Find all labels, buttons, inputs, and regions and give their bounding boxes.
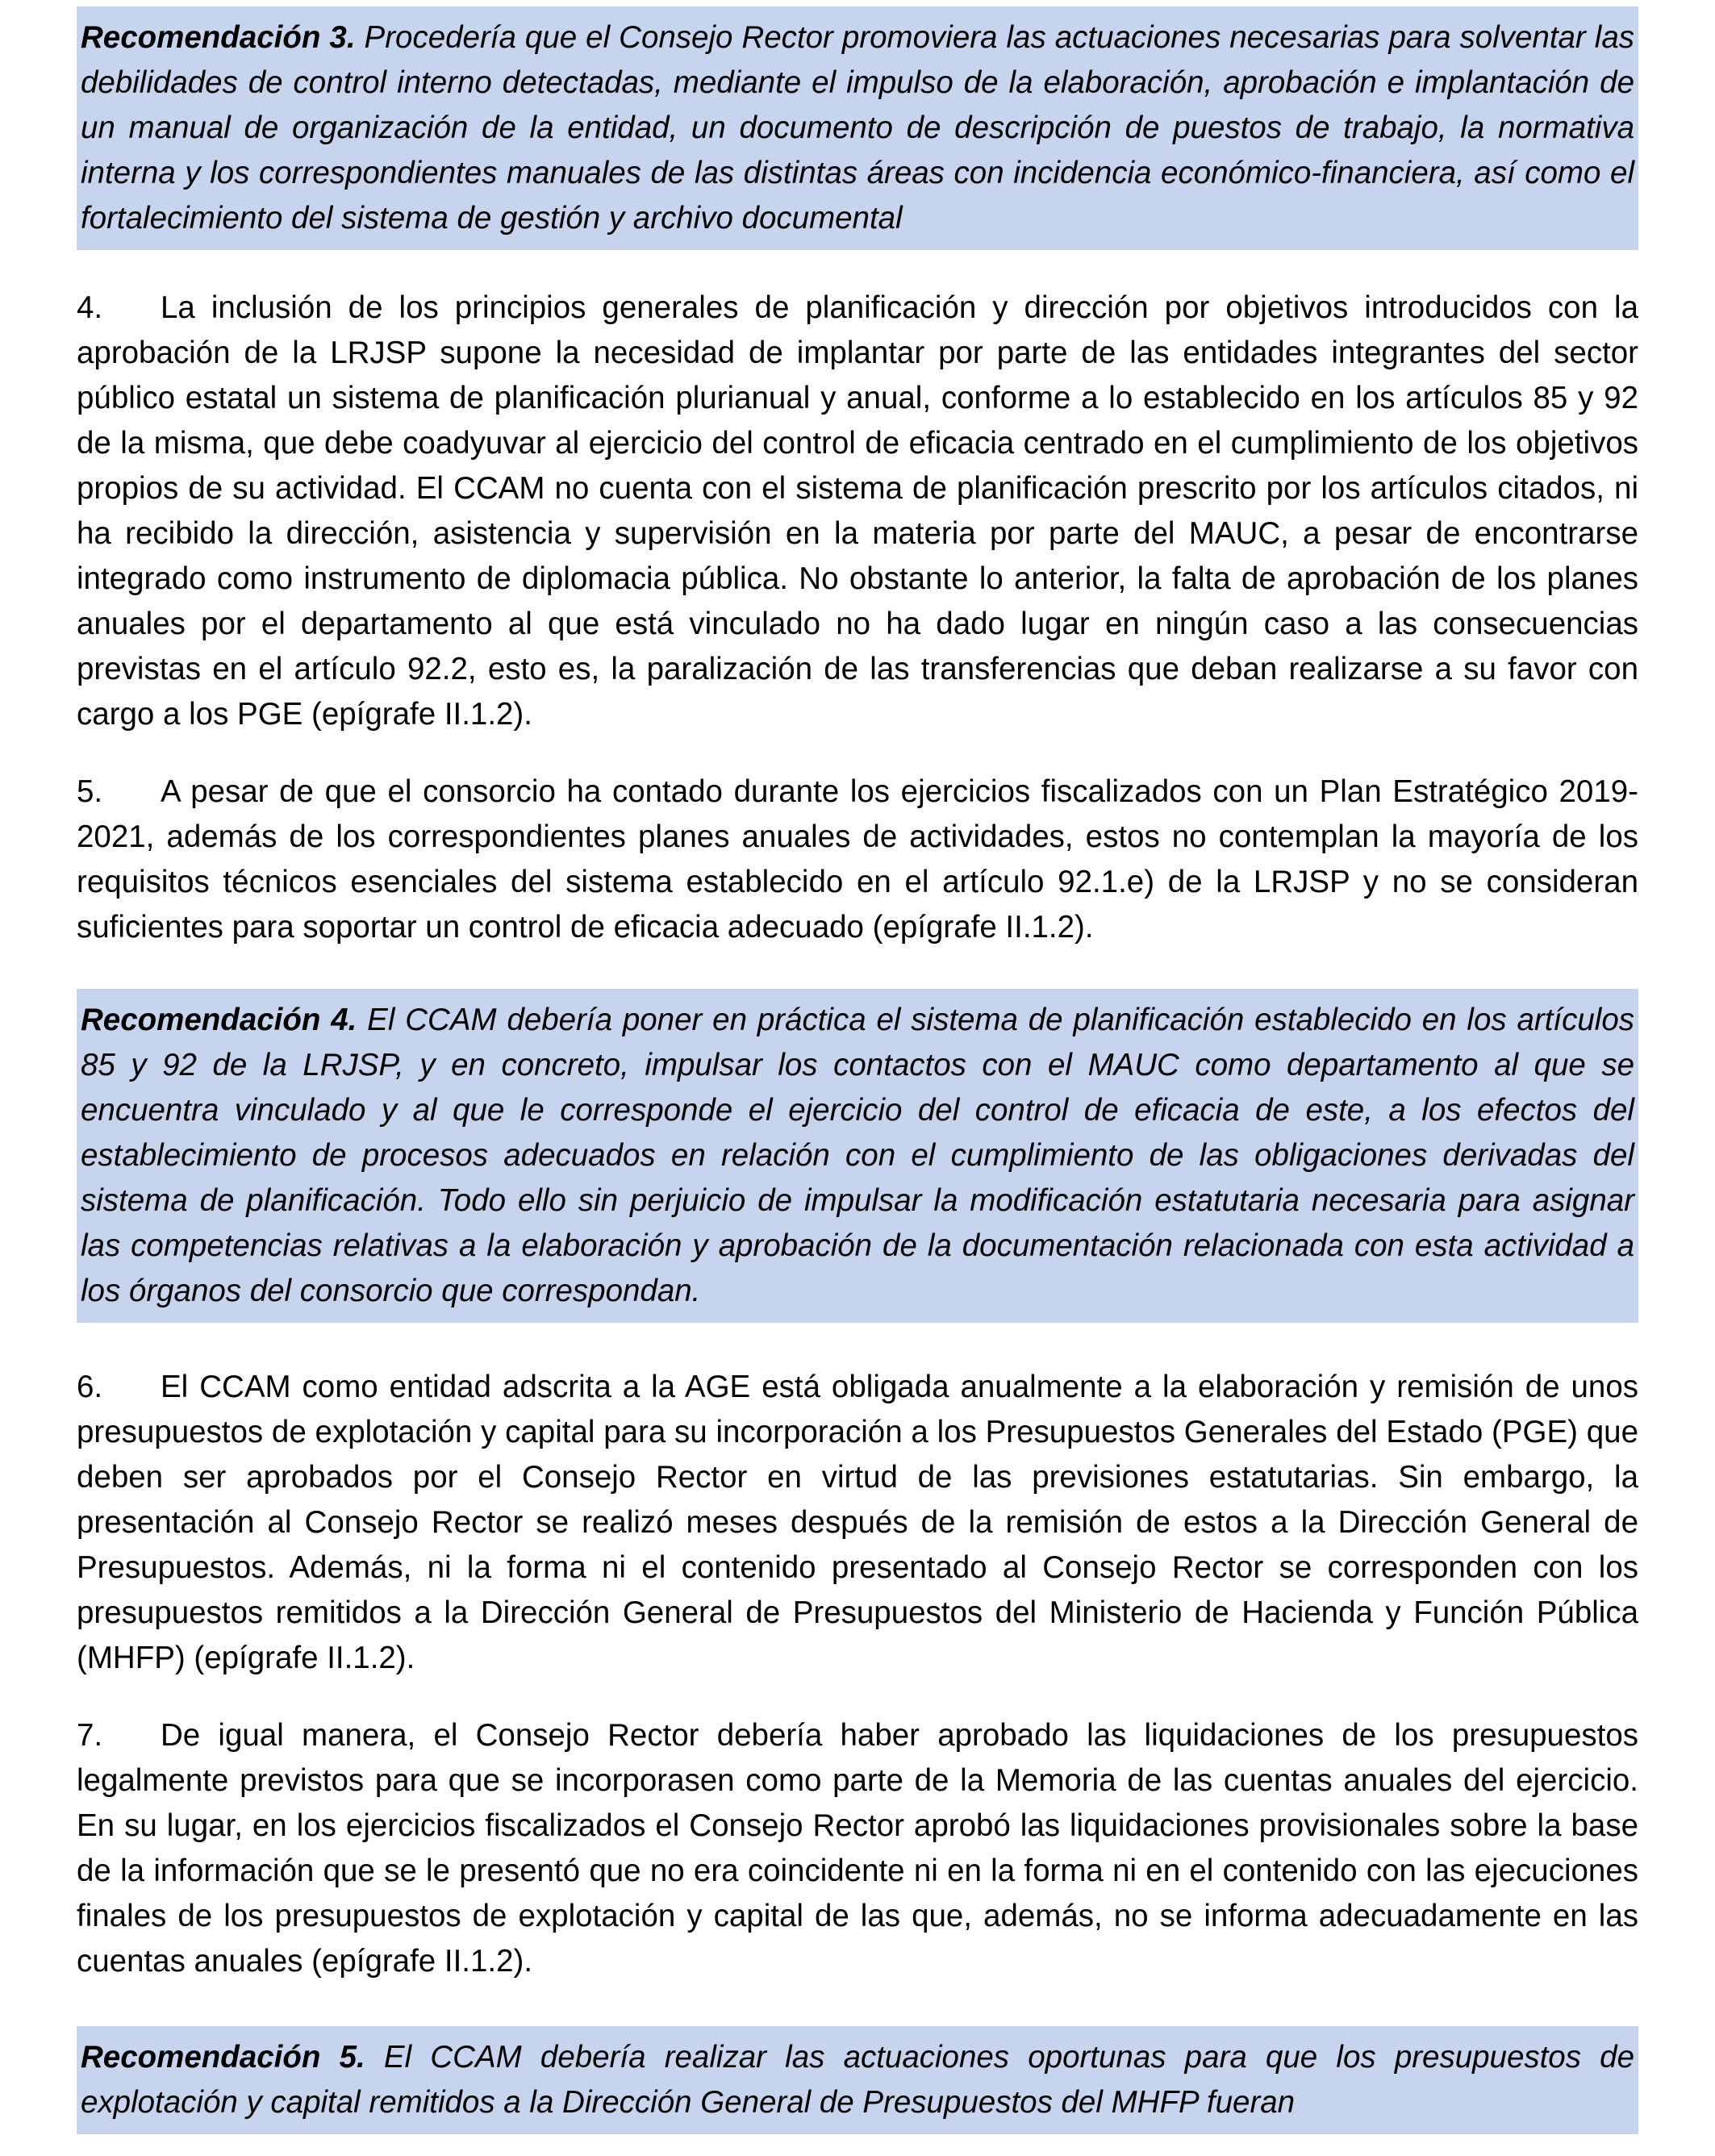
recommendation-5-text: El CCAM debería realizar las actuaciones oportunas para que los presupuestos de explotación y capital remitidos a la Dirección General de Presupuestos del MHFP fueran xyxy=(81,2040,1634,2120)
document-body xyxy=(77,6,1638,2134)
paragraph-6-number: 6. xyxy=(77,1370,103,1404)
paragraph-4-number: 4. xyxy=(77,290,103,325)
paragraph-7 xyxy=(77,1713,1638,1984)
paragraph-4 xyxy=(77,286,1638,737)
paragraph-7-text: De igual manera, el Consejo Rector debería haber aprobado las liquidaciones de los presupuestos legalmente previstos para que se incorporasen como parte de la Memoria de las cuentas anuales del ejercicio. En su lugar, en los ejercicios fiscalizados el Consejo Rector aprobó las liquidaciones provisionales sobre la base de la información que se le presentó que no era coincidente ni en la forma ni en el contenido con las ejecuciones finales de los presupuestos de explotación y capital de las que, además, no se informa adecuadamente en las cuentas anuales (epígrafe II.1.2). xyxy=(77,1718,1638,1979)
recommendation-5-lead: Recomendación 5. xyxy=(81,2040,365,2075)
recommendation-block-4 xyxy=(77,989,1638,1323)
paragraph-5-number: 5. xyxy=(77,774,103,809)
paragraph-6-text: El CCAM como entidad adscrita a la AGE está obligada anualmente a la elaboración y remisión de unos presupuestos de explotación y capital para su incorporación a los Presupuestos Generales del Estado (PGE) que deben ser aprobados por el Consejo Rector en virtud de las previsiones estatutarias. Sin embargo, la presentación al Consejo Rector se realizó meses después de la remisión de estos a la Dirección General de Presupuestos. Además, ni la forma ni el contenido presentado al Consejo Rector se corresponden con los presupuestos remitidos a la Dirección General de Presupuestos del Ministerio de Hacienda y Función Pública (MHFP) (epígrafe II.1.2). xyxy=(77,1370,1638,1675)
recommendation-block-3 xyxy=(77,6,1638,250)
paragraph-6 xyxy=(77,1365,1638,1681)
recommendation-4-lead: Recomendación 4. xyxy=(81,1003,357,1037)
paragraph-7-number: 7. xyxy=(77,1718,103,1753)
paragraph-5 xyxy=(77,769,1638,950)
paragraph-4-text: La inclusión de los principios generales de planificación y dirección por objetivos introducidos con la aprobación de la LRJSP supone la necesidad de implantar por parte de las entidades integrantes del sector público estatal un sistema de planificación plurianual y anual, conforme a lo establecido en los artículos 85 y 92 de la misma, que debe coadyuvar al ejercicio del control de eficacia centrado en el cumplimiento de los objetivos propios de su actividad. El CCAM no cuenta con el sistema de planificación prescrito por los artículos citados, ni ha recibido la dirección, asistencia y supervisión en la materia por parte del MAUC, a pesar de encontrarse integrado como instrumento de diplomacia pública. No obstante lo anterior, la falta de aprobación de los planes anuales por el departamento al que está vinculado no ha dado lugar en ningún caso a las consecuencias previstas en el artículo 92.2, esto es, la paralización de las transferencias que deban realizarse a su favor con cargo a los PGE (epígrafe II.1.2). xyxy=(77,290,1638,732)
paragraph-5-text: A pesar de que el consorcio ha contado durante los ejercicios fiscalizados con un Plan Estratégico 2019-2021, además de los correspondientes planes anuales de actividades, estos no contemplan la mayoría de los requisitos técnicos esenciales del sistema establecido en el artículo 92.1.e) de la LRJSP y no se consideran suficientes para soportar un control de eficacia adecuado (epígrafe II.1.2). xyxy=(77,774,1638,945)
recommendation-4-text: El CCAM debería poner en práctica el sistema de planificación establecido en los artículos 85 y 92 de la LRJSP, y en concreto, impulsar los contactos con el MAUC como departamento al que se encuentra vinculado y al que le corresponde el ejercicio del control de eficacia de este, a los efectos del establecimiento de procesos adecuados en relación con el cumplimiento de las obligaciones derivadas del sistema de planificación. Todo ello sin perjuicio de impulsar la modificación estatutaria necesaria para asignar las competencias relativas a la elaboración y aprobación de la documentación relacionada con esta actividad a los órganos del consorcio que correspondan. xyxy=(81,1003,1634,1308)
recommendation-block-5 xyxy=(77,2026,1638,2134)
recommendation-3-lead: Recomendación 3. xyxy=(81,20,356,55)
recommendation-3-text: Procedería que el Consejo Rector promoviera las actuaciones necesarias para solventar las debilidades de control interno detectadas, mediante el impulso de la elaboración, aprobación e implantación de un manual de organización de la entidad, un documento de descripción de puestos de trabajo, la normativa interna y los correspondientes manuales de las distintas áreas con incidencia económico-financiera, así como el fortalecimiento del sistema de gestión y archivo documental xyxy=(81,20,1634,236)
